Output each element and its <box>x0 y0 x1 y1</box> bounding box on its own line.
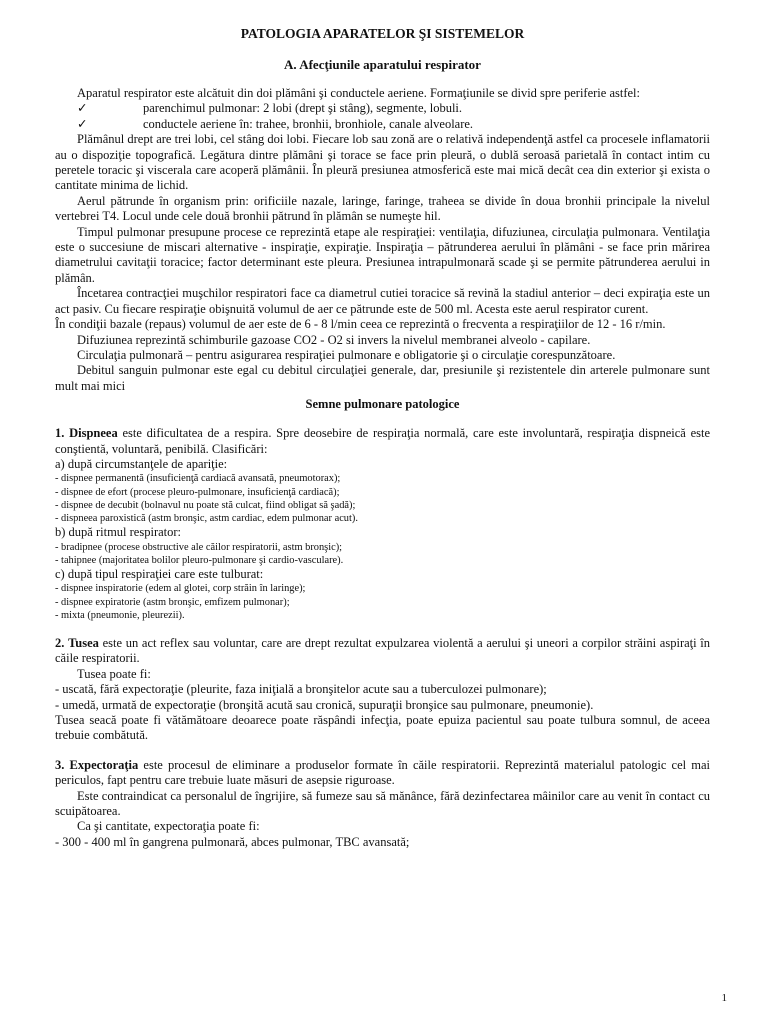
dispneea-paragraph <box>55 426 710 457</box>
expectoratia-term: Expectoraţia <box>69 757 139 772</box>
paragraph-bazal: În condiţii bazale (repaus) volumul de aer este de 6 - 8 l/min ceea ce reprezintă o frecventa a respiraţiilor de 12 - 16 r/min. <box>55 317 666 332</box>
list-item: - dispneea paroxistică (astm bronşic, astm cardiac, edem pulmonar acut). <box>55 512 358 524</box>
expectoratia-num: 3. <box>55 757 65 772</box>
semne-heading: Semne pulmonare patologice <box>305 397 460 412</box>
paragraph: Încetarea contracţiei muşchilor respiratori face ca diametrul cutiei toracice să revină la stadiul anterior – deci expiraţia este un act pasiv. Cu fiecare respiraţie obişnuită volumul de aer ce pătrunde este de 500 ml. Acesta este aerul respirator curent. <box>55 286 710 316</box>
checkmark-icon: ✓ <box>77 116 88 131</box>
page-number: 1 <box>721 992 727 1004</box>
paragraph: Plămânul drept are trei lobi, cel stâng doi lobi. Fiecare lob sau zonă are o relativă independenţă astfel ca procesele inflamatorii au o dispoziţie topografică. Legătura dintre plămâni şi torace se face prin pleură, o dublă seroasă parietală în contact intim cu peretele toracic şi viscerala care acoperă plămânii. În pleură presiunea atmosferică este mai mică decât cea din exterior şi exista o cantitate minima de lichid. <box>55 132 710 193</box>
list-item: - dispnee inspiratorie (edem al glotei, corp străin în laringe); <box>55 583 306 595</box>
dispneea-c-label: c) după tipul respiraţiei care este tulburat: <box>55 566 264 581</box>
paragraph: Timpul pulmonar presupune procese ce reprezintă etape ale respiraţiei: ventilaţia, difuziunea, circulaţia pulmonara. Ventilaţia este o succesiune de miscari alternative - inspiraţie, expiraţie. Inspiraţia – pătrunderea aerului în plămâni - se face prin mărirea diametrului cavitaţii toracice; factor determinant este pleura. Presiunea intrapulmonară scade şi se permite pătrunderea aerului in plămân. <box>55 224 710 285</box>
dispneea-a-label: a) după circumstanţele de apariţie: <box>55 456 228 471</box>
tusea-intro: Tusea poate fi: <box>77 666 151 681</box>
list-item: - mixta (pneumonie, pleurezii). <box>55 609 185 621</box>
list-item: - dispnee de decubit (bolnavul nu poate stă culcat, fiind obligat să şadă); <box>55 499 356 511</box>
intro-paragraph: Aparatul respirator este alcătuit din doi plămâni şi conductele aeriene. Formaţiunile se divid spre periferie astfel: <box>77 86 640 100</box>
list-item: - uscată, fără expectoraţie (pleurite, faza iniţială a bronşitelor acute sau a tuberculozei pulmonare); <box>55 682 547 697</box>
checklist-text: parenchimul pulmonar: 2 lobi (drept şi stâng), segmente, lobuli. <box>143 101 463 116</box>
list-item: - dispnee expiratorie (astm bronşic, emfizem pulmonar); <box>55 596 290 608</box>
list-item: - dispnee permanentă (insuficienţă cardiacă avansată, pneumotorax); <box>55 473 341 485</box>
tusea-paragraph <box>55 636 710 667</box>
list-item: - 300 - 400 ml în gangrena pulmonară, abces pulmonar, TBC avansată; <box>55 834 410 849</box>
dispneea-text: este dificultatea de a respira. Spre deosebire de respiraţia normală, care este involuntară, respiraţia dispneică este conştientă, voluntară, penibilă. Clasificări: <box>55 426 711 456</box>
tusea-text: este un act reflex sau voluntar, care are drept rezultat expulzarea violentă a aerului şi uneori a corpilor străini aspiraţi în căile respiratorii. <box>55 635 711 666</box>
tusea-num: 2. <box>55 635 65 650</box>
document-title: PATOLOGIA APARATELOR ŞI SISTEMELOR <box>240 26 525 41</box>
paragraph: Este contraindicat ca personalul de îngrijire, să fumeze sau să mănânce, fără dezinfectarea mâinilor care au venit în contact cu scuipătoarea. <box>55 788 710 819</box>
dispneea-num: 1. <box>55 426 65 441</box>
checklist-text: conductele aeriene în: trahee, bronhii, bronhiole, canale alveolare. <box>143 116 474 131</box>
list-item: - bradipnee (procese obstructive ale căilor respiratorii, astm bronşic); <box>55 541 343 553</box>
dispneea-b-label: b) după ritmul respirator: <box>55 525 182 540</box>
dispneea-term: Dispneea <box>69 426 118 441</box>
paragraph: Aerul pătrunde în organism prin: orificiile nazale, laringe, faringe, traheea se divide în doua bronhii principale la nivelul vertebrei T4. Locul unde cele două bronhii pătrund în plămân se numeşte hil. <box>55 193 710 224</box>
tusea-note: Tusea seacă poate fi vătămătoare deoarece poate răspândi infecţia, poate epuiza pacientul sau poate tulbura somnul, de aceea trebuie combătută. <box>55 713 710 743</box>
list-item: - umedă, urmată de expectoraţie (bronşită acută sau cronică, supuraţii bronşice sau pulmonare, pneumonie). <box>55 697 594 712</box>
section-a-heading: A. Afecţiunile aparatului respirator <box>284 57 481 72</box>
paragraph: Difuziunea reprezintă schimburile gazoase CO2 - O2 si invers la nivelul membranei alveolo - capilare. <box>77 332 591 347</box>
list-item: - tahipnee (majoritatea bolilor pleuro-pulmonare şi cardio-vasculare). <box>55 554 344 566</box>
tusea-term: Tusea <box>68 635 99 650</box>
paragraph: Circulaţia pulmonară – pentru asigurarea respiraţiei pulmonare e obligatorie şi o circulaţie corespunzătoare. <box>77 347 616 362</box>
expectoratia-text: este procesul de eliminare a produselor formate în căile respiratorii. Reprezintă materialul patologic cel mai periculos, fapt pentru care trebuie luate măsuri de asepsie riguroase. <box>55 757 711 788</box>
checklist-item <box>55 101 710 116</box>
paragraph: Ca şi cantitate, expectoraţia poate fi: <box>77 819 260 834</box>
paragraph: Debitul sanguin pulmonar este egal cu debitul circulaţiei generale, dar, presiunile şi rezistentele din arterele pulmonare sunt mult mai mici <box>55 363 710 393</box>
expectoratia-paragraph <box>55 758 710 789</box>
checkmark-icon: ✓ <box>77 101 88 116</box>
list-item: - dispnee de efort (procese pleuro-pulmonare, insuficienţă cardiacă); <box>55 486 340 498</box>
checklist-item <box>55 117 710 132</box>
